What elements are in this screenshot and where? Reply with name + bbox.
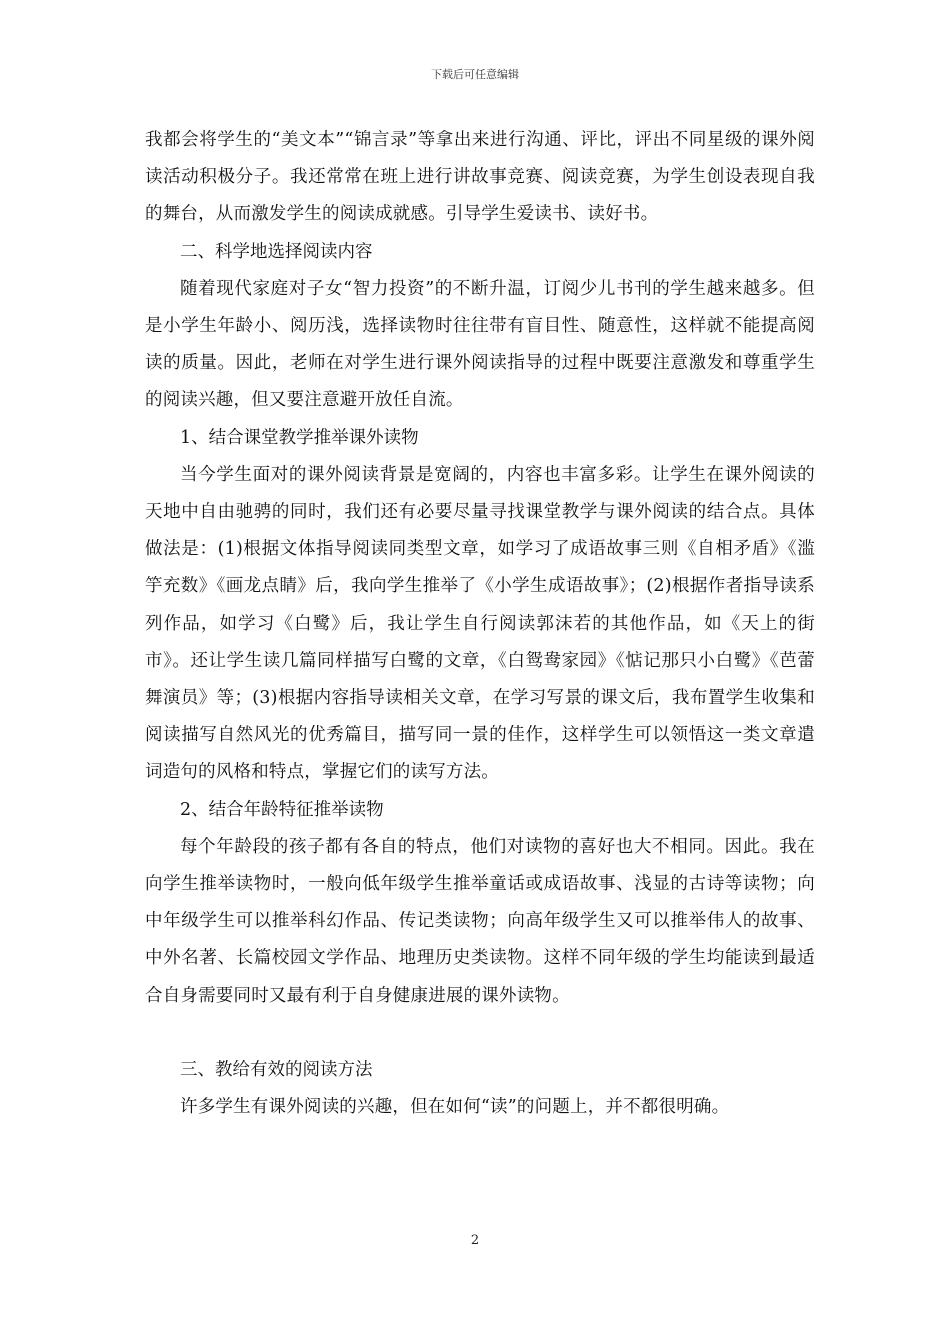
paragraph-2: 随着现代家庭对子女“智力投资”的不断升温，订阅少儿书刊的学生越来越多。但是小学生年龄小、阅历浅，选择读物时往往带有盲目性、随意性，这样就不能提高阅读的质量。因此，老师在对学生进行课外阅读指导的过程中既要注意激发和尊重学生的阅读兴趣，但又要注意避开放任自流。 bbox=[145, 278, 815, 411]
subheading-2-2: 2、结合年龄特征推举读物 bbox=[180, 799, 384, 820]
subheading-2-1: 1、结合课堂教学推举课外读物 bbox=[180, 427, 419, 448]
paragraph-4: 每个年龄段的孩子都有各自的特点，他们对读物的喜好也大不相同。因此。我在向学生推举读物时，一般向低年级学生推举童话或成语故事、浅显的古诗等读物；向中年级学生可以推举科幻作品、传记类读物；向高年级学生又可以推举伟人的故事、中外名著、长篇校园文学作品、地理历史类读物。这样不同年级的学生均能读到最适合自身需要同时又最有利于自身健康进展的课外读物。 bbox=[145, 836, 815, 1006]
page-header: 下载后可任意编辑 bbox=[431, 68, 519, 81]
section-heading-3: 三、教给有效的阅读方法 bbox=[180, 1059, 373, 1080]
paragraph-5: 许多学生有课外阅读的兴趣，但在如何“读”的问题上，并不都很明确。 bbox=[180, 1097, 730, 1118]
document-body bbox=[145, 122, 815, 1126]
paragraph-3: 当今学生面对的课外阅读背景是宽阔的，内容也丰富多彩。让学生在课外阅读的天地中自由驰骋的同时，我们还有必要尽量寻找课堂教学与课外阅读的结合点。具体做法是：(1)根据文体指导阅读同类型文章，如学习了成语故事三则《自相矛盾》《滥竽充数》《画龙点睛》后，我向学生推举了《小学生成语故事》；(2)根据作者指导读系列作品，如学习《白鹭》后，我让学生自行阅读郭沫若的其他作品，如《天上的街市》。还让学生读几篇同样描写白鹭的文章，《白鸳鸯家园》《惦记那只小白鹭》《芭蕾舞演员》等；(3)根据内容指导读相关文章，在学习写景的课文后，我布置学生收集和阅读描写自然风光的优秀篇目，描写同一景的佳作，这样学生可以领悟这一类文章遣词造句的风格和特点，掌握它们的读写方法。 bbox=[145, 464, 815, 783]
section-heading-2: 二、科学地选择阅读内容 bbox=[180, 241, 373, 262]
paragraph-1: 我都会将学生的“美文本”“锦言录”等拿出来进行沟通、评比，评出不同星级的课外阅读活动积极分子。我还常常在班上进行讲故事竞赛、阅读竞赛，为学生创设表现自我的舞台，从而激发学生的阅读成就感。引导学生爱读书、读好书。 bbox=[145, 130, 815, 225]
blank-line bbox=[145, 1015, 815, 1052]
page-number: 2 bbox=[470, 1233, 480, 1248]
